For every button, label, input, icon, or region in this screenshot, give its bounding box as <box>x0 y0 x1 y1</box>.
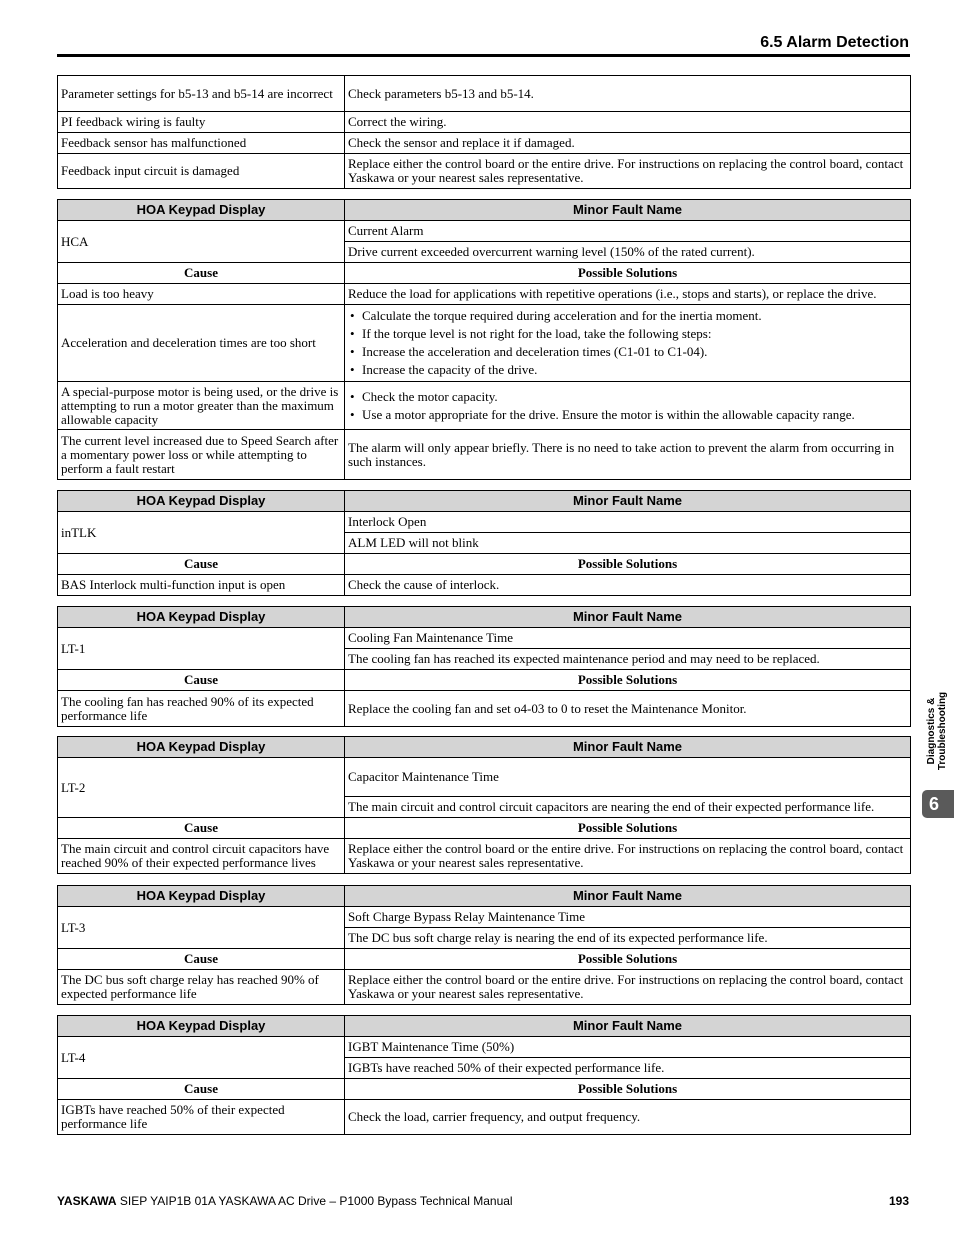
table-row <box>58 430 911 480</box>
fault-table-lt2 <box>57 736 911 874</box>
fault-table-lt1 <box>57 606 911 727</box>
table-row <box>58 112 911 133</box>
fault-description: The cooling fan has reached its expected maintenance period and may need to be replaced. <box>345 649 911 670</box>
minor-fault-name-header: Minor Fault Name <box>345 886 911 907</box>
table-row <box>58 970 911 1005</box>
header-rule <box>57 54 910 57</box>
fault-code: HCA <box>58 221 345 263</box>
table-row <box>58 691 911 727</box>
minor-fault-name-header: Minor Fault Name <box>345 200 911 221</box>
solution-cell: Reduce the load for applications with repetitive operations (i.e., stops and starts), or replace the drive. <box>345 284 911 305</box>
minor-fault-name-header: Minor Fault Name <box>345 607 911 628</box>
fault-description: The DC bus soft charge relay is nearing the end of its expected performance life. <box>345 928 911 949</box>
list-item: • Increase the acceleration and deceleration times (C1-01 to C1-04). <box>348 343 907 361</box>
cause-cell: A special-purpose motor is being used, or the drive is attempting to run a motor greater than the maximum allowable capacity <box>58 382 345 430</box>
solution-list <box>348 307 907 379</box>
fault-code: LT-1 <box>58 628 345 670</box>
solutions-header: Possible Solutions <box>345 1079 911 1100</box>
solutions-header: Possible Solutions <box>345 949 911 970</box>
hoa-display-header: HOA Keypad Display <box>58 886 345 907</box>
cause-cell: The DC bus soft charge relay has reached 90% of expected performance life <box>58 970 345 1005</box>
cause-cell: Feedback sensor has malfunctioned <box>58 133 345 154</box>
cause-header: Cause <box>58 818 345 839</box>
solutions-header: Possible Solutions <box>345 263 911 284</box>
solution-cell <box>345 382 911 430</box>
cause-header: Cause <box>58 949 345 970</box>
solution-cell: Replace the cooling fan and set o4-03 to 0 to reset the Maintenance Monitor. <box>345 691 911 727</box>
minor-fault-name-header: Minor Fault Name <box>345 737 911 758</box>
chapter-tab: 6 <box>922 790 954 818</box>
table-row <box>58 133 911 154</box>
cause-cell: Acceleration and deceleration times are too short <box>58 305 345 382</box>
table-row <box>58 382 911 430</box>
hoa-display-header: HOA Keypad Display <box>58 200 345 221</box>
cause-cell: The cooling fan has reached 90% of its expected performance life <box>58 691 345 727</box>
footer <box>57 1194 513 1208</box>
fault-description: ALM LED will not blink <box>345 533 911 554</box>
list-item: • Increase the capacity of the drive. <box>348 361 907 379</box>
list-item: • Use a motor appropriate for the drive. Ensure the motor is within the allowable capacity range. <box>348 406 907 424</box>
hoa-display-header: HOA Keypad Display <box>58 491 345 512</box>
solution-cell: Check the sensor and replace it if damaged. <box>345 133 911 154</box>
cause-cell: The main circuit and control circuit capacitors have reached 90% of their expected performance lives <box>58 839 345 874</box>
fault-description: The main circuit and control circuit capacitors are nearing the end of their expected performance life. <box>345 797 911 818</box>
fault-table-hca <box>57 199 911 480</box>
solution-cell: Replace either the control board or the entire drive. For instructions on replacing the control board, contact Yaskawa or your nearest sales representative. <box>345 154 911 189</box>
list-item: • Check the motor capacity. <box>348 388 907 406</box>
fault-code: LT-2 <box>58 758 345 818</box>
solution-cell: Replace either the control board or the entire drive. For instructions on replacing the control board, contact Yaskawa or your nearest sales representative. <box>345 970 911 1005</box>
cause-cell: Feedback input circuit is damaged <box>58 154 345 189</box>
fault-description: IGBTs have reached 50% of their expected performance life. <box>345 1058 911 1079</box>
page-number: 193 <box>888 1194 909 1208</box>
cause-cell: The current level increased due to Speed Search after a momentary power loss or while attempting to perform a fault restart <box>58 430 345 480</box>
chapter-side-text <box>926 691 948 769</box>
table-row <box>58 575 911 596</box>
cause-cell: Parameter settings for b5-13 and b5-14 are incorrect <box>58 76 345 112</box>
fault-name: Interlock Open <box>345 512 911 533</box>
section-title: 6.5 Alarm Detection <box>760 34 909 51</box>
fault-name: Cooling Fan Maintenance Time <box>345 628 911 649</box>
fault-code: LT-3 <box>58 907 345 949</box>
cause-header: Cause <box>58 263 345 284</box>
solution-cell: Correct the wiring. <box>345 112 911 133</box>
minor-fault-name-header: Minor Fault Name <box>345 1016 911 1037</box>
continuation-table <box>57 75 911 189</box>
table-row <box>58 839 911 874</box>
side-line-1: Diagnostics & <box>926 697 937 764</box>
list-item: • If the torque level is not right for the load, take the following steps: <box>348 325 907 343</box>
solutions-header: Possible Solutions <box>345 818 911 839</box>
table-row <box>58 76 911 112</box>
fault-code: LT-4 <box>58 1037 345 1079</box>
table-row <box>58 284 911 305</box>
footer-brand: YASKAWA <box>57 1194 117 1208</box>
fault-name: IGBT Maintenance Time (50%) <box>345 1037 911 1058</box>
table-row <box>58 154 911 189</box>
solution-cell: Check parameters b5-13 and b5-14. <box>345 76 911 112</box>
fault-name: Soft Charge Bypass Relay Maintenance Time <box>345 907 911 928</box>
fault-table-lt4 <box>57 1015 911 1135</box>
solution-cell: The alarm will only appear briefly. There is no need to take action to prevent the alarm from occurring in such instances. <box>345 430 911 480</box>
solution-cell <box>345 305 911 382</box>
fault-description: Drive current exceeded overcurrent warning level (150% of the rated current). <box>345 242 911 263</box>
solution-list <box>348 388 907 424</box>
table-row <box>58 305 911 382</box>
fault-name: Capacitor Maintenance Time <box>345 758 911 797</box>
fault-table-lt3 <box>57 885 911 1005</box>
solutions-header: Possible Solutions <box>345 554 911 575</box>
fault-code: inTLK <box>58 512 345 554</box>
cause-cell: IGBTs have reached 50% of their expected performance life <box>58 1100 345 1135</box>
cause-header: Cause <box>58 1079 345 1100</box>
cause-header: Cause <box>58 670 345 691</box>
solutions-header: Possible Solutions <box>345 670 911 691</box>
solution-cell: Check the cause of interlock. <box>345 575 911 596</box>
cause-cell: Load is too heavy <box>58 284 345 305</box>
hoa-display-header: HOA Keypad Display <box>58 737 345 758</box>
cause-cell: BAS Interlock multi-function input is open <box>58 575 345 596</box>
chapter-side-label <box>923 683 951 778</box>
fault-table-intlk <box>57 490 911 596</box>
footer-doc-title: SIEP YAIP1B 01A YASKAWA AC Drive – P1000 Bypass Technical Manual <box>116 1194 513 1208</box>
cause-cell: PI feedback wiring is faulty <box>58 112 345 133</box>
side-line-2: Troubleshooting <box>937 691 948 770</box>
minor-fault-name-header: Minor Fault Name <box>345 491 911 512</box>
hoa-display-header: HOA Keypad Display <box>58 607 345 628</box>
cause-header: Cause <box>58 554 345 575</box>
fault-name: Current Alarm <box>345 221 911 242</box>
solution-cell: Replace either the control board or the entire drive. For instructions on replacing the control board, contact Yaskawa or your nearest sales representative. <box>345 839 911 874</box>
list-item: • Calculate the torque required during acceleration and for the inertia moment. <box>348 307 907 325</box>
table-row <box>58 1100 911 1135</box>
hoa-display-header: HOA Keypad Display <box>58 1016 345 1037</box>
solution-cell: Check the load, carrier frequency, and output frequency. <box>345 1100 911 1135</box>
